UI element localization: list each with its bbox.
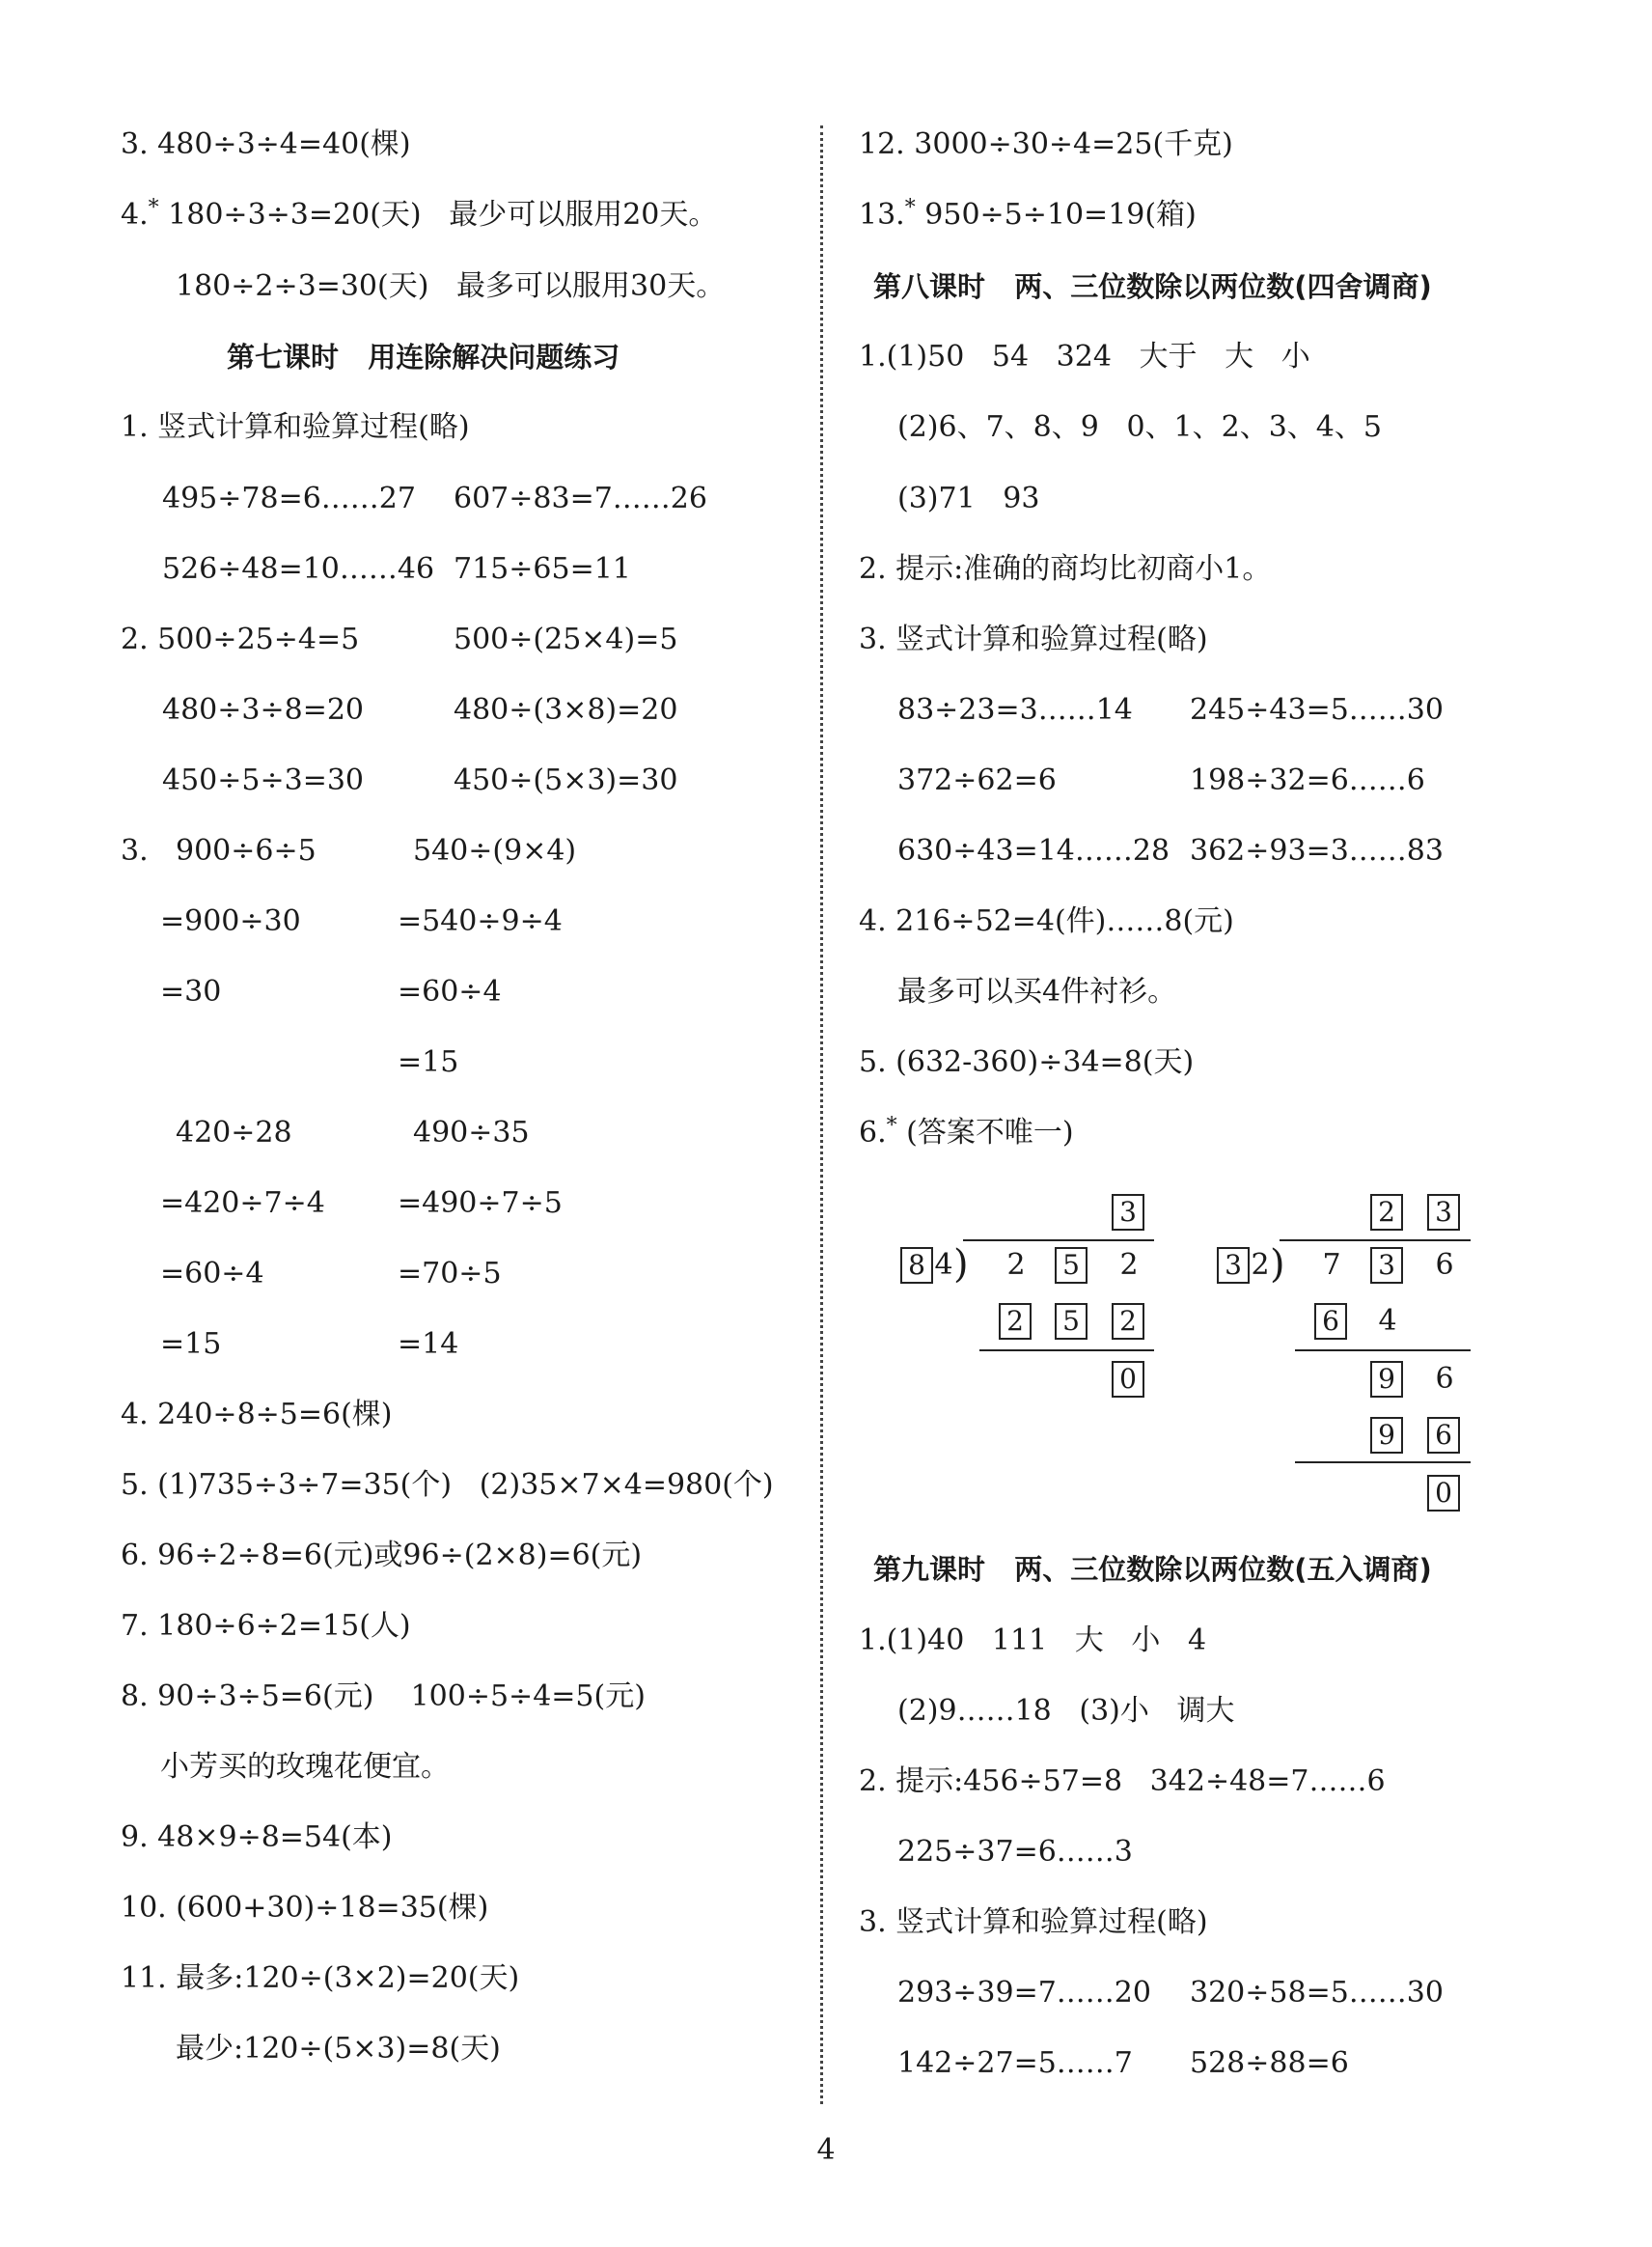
answer-line: 225÷37=6……3	[897, 1835, 1133, 1869]
answer-line: 480÷(3×8)=20	[454, 693, 678, 727]
answer-line: (2)9……18 (3)小 调大	[897, 1694, 1235, 1728]
answer-line: 495÷78=6……27	[162, 482, 416, 515]
answer-line: 12. 3000÷30÷4=25(千克)	[859, 127, 1233, 161]
division-bar	[1280, 1239, 1471, 1241]
answer-line: 450÷5÷3=30	[162, 763, 365, 797]
subtraction-line	[1295, 1349, 1471, 1351]
answer-line: 2. 提示:456÷57=8 342÷48=7……6	[859, 1764, 1386, 1798]
work-step: =900÷30	[160, 904, 301, 938]
answer-line: 500÷(25×4)=5	[454, 623, 678, 656]
work-step: =15	[160, 1327, 222, 1361]
work-step: 900÷6÷5	[176, 834, 317, 868]
divisor-digit: 2	[1251, 1248, 1270, 1282]
answer-line: (3)71 93	[897, 482, 1040, 515]
answer-line: 3. 竖式计算和验算过程(略)	[859, 623, 1208, 656]
work-step: =14	[398, 1327, 459, 1361]
product-box: 9	[1370, 1417, 1403, 1454]
work-step: 540÷(9×4)	[413, 834, 577, 868]
division-bracket: )	[953, 1242, 969, 1287]
answer-line: 5. (632-360)÷34=8(天)	[859, 1045, 1195, 1079]
section-heading: 第八课时 两、三位数除以两位数(四舍调商)	[873, 270, 1432, 303]
answer-line: 83÷23=3……14	[897, 693, 1133, 727]
product-box: 2	[1112, 1303, 1144, 1340]
work-step: =15	[398, 1045, 459, 1079]
answer-line: 5. (1)735÷3÷7=35(个) (2)35×7×4=980(个)	[121, 1468, 774, 1502]
answer-line: 2. 提示:准确的商均比初商小1。	[859, 552, 1272, 586]
work-step: =490÷7÷5	[398, 1186, 563, 1220]
dividend-digit: 7	[1322, 1248, 1341, 1282]
answer-line: 4. 240÷8÷5=6(棵)	[121, 1398, 393, 1431]
quotient-box: 3	[1112, 1194, 1144, 1231]
answer-line: 11. 最多:120÷(3×2)=20(天)	[121, 1961, 520, 1995]
answer-line: 528÷88=6	[1190, 2046, 1349, 2080]
work-step: =60÷4	[160, 1257, 264, 1290]
answer-line: 6.* (答案不唯一)	[859, 1114, 1074, 1150]
product-box: 2	[999, 1303, 1032, 1340]
division-bracket: )	[1270, 1242, 1285, 1287]
work-step: 490÷35	[413, 1116, 530, 1150]
answer-line: 1.(1)40 111 大 小 4	[859, 1623, 1207, 1657]
product-box: 6	[1427, 1417, 1460, 1454]
product-box: 5	[1055, 1303, 1088, 1340]
answer-line: 180÷2÷3=30(天) 最多可以服用30天。	[176, 269, 726, 303]
answer-line: 8. 90÷3÷5=6(元) 100÷5÷4=5(元)	[121, 1679, 646, 1713]
answer-line: (2)6、7、8、9 0、1、2、3、4、5	[897, 410, 1382, 444]
dividend-box: 3	[1370, 1247, 1403, 1284]
remainder-box: 0	[1112, 1361, 1144, 1398]
divisor-digit: 4	[934, 1248, 953, 1282]
answer-line: 小芳买的玫瑰花便宜。	[160, 1750, 450, 1784]
answer-line: 142÷27=5……7	[897, 2046, 1133, 2080]
answer-line: 最多可以买4件衬衫。	[897, 975, 1177, 1009]
answer-line: 10. (600+30)÷18=35(棵)	[121, 1891, 489, 1925]
product-box: 6	[1314, 1303, 1347, 1340]
answer-line: 4. 216÷52=4(件)……8(元)	[859, 904, 1234, 938]
answer-line: 3. 竖式计算和验算过程(略)	[859, 1905, 1208, 1939]
answer-line: 607÷83=7……26	[454, 482, 707, 515]
work-step: =30	[160, 975, 222, 1009]
answer-line: 320÷58=5……30	[1190, 1976, 1444, 2010]
partial-digit: 6	[1435, 1362, 1454, 1396]
column-divider	[820, 125, 823, 2104]
answer-line: 2. 500÷25÷4=5	[121, 623, 360, 656]
answer-line: 362÷93=3……83	[1190, 834, 1444, 868]
answer-line: 245÷43=5……30	[1190, 693, 1444, 727]
answer-line: 1. 竖式计算和验算过程(略)	[121, 410, 470, 444]
division-bar	[963, 1239, 1154, 1241]
dividend-digit: 2	[1119, 1248, 1139, 1282]
answer-line: 198÷32=6……6	[1190, 763, 1425, 797]
answer-line: 526÷48=10……46	[162, 552, 435, 586]
product-digit: 4	[1378, 1304, 1397, 1338]
section-heading: 第七课时 用连除解决问题练习	[227, 341, 620, 374]
answer-line: 480÷3÷8=20	[162, 693, 365, 727]
answer-line: 4.* 180÷3÷3=20(天) 最少可以服用20天。	[121, 196, 718, 232]
work-step: =70÷5	[398, 1257, 502, 1290]
answer-line: 293÷39=7……20	[897, 1976, 1151, 2010]
answer-line: 450÷(5×3)=30	[454, 763, 678, 797]
answer-line: 13.* 950÷5÷10=19(箱)	[859, 196, 1197, 232]
answer-line: 3. 480÷3÷4=40(棵)	[121, 127, 411, 161]
remainder-box: 0	[1427, 1475, 1460, 1512]
section-heading: 第九课时 两、三位数除以两位数(五入调商)	[873, 1553, 1432, 1586]
answer-line: 7. 180÷6÷2=15(人)	[121, 1609, 411, 1643]
answer-line: 630÷43=14……28	[897, 834, 1170, 868]
divisor-box: 8	[900, 1247, 933, 1284]
quotient-box: 2	[1370, 1194, 1403, 1231]
divisor-box: 3	[1217, 1247, 1250, 1284]
answer-line: 715÷65=11	[454, 552, 631, 586]
subtraction-line	[1295, 1461, 1471, 1463]
dividend-box: 5	[1055, 1247, 1088, 1284]
answer-line: 3.	[121, 834, 149, 868]
answer-line: 372÷62=6	[897, 763, 1057, 797]
work-step: =540÷9÷4	[398, 904, 563, 938]
answer-line: 6. 96÷2÷8=6(元)或96÷(2×8)=6(元)	[121, 1539, 643, 1572]
dividend-digit: 6	[1435, 1248, 1454, 1282]
partial-box: 9	[1370, 1361, 1403, 1398]
work-step: =420÷7÷4	[160, 1186, 325, 1220]
answer-line: 9. 48×9÷8=54(本)	[121, 1820, 393, 1854]
answer-line: 最少:120÷(5×3)=8(天)	[176, 2032, 501, 2066]
page-number: 4	[816, 2133, 836, 2167]
dividend-digit: 2	[1006, 1248, 1026, 1282]
answer-line: 1.(1)50 54 324 大于 大 小	[859, 340, 1310, 374]
work-step: 420÷28	[176, 1116, 292, 1150]
quotient-box: 3	[1427, 1194, 1460, 1231]
work-step: =60÷4	[398, 975, 502, 1009]
subtraction-line	[979, 1349, 1154, 1351]
